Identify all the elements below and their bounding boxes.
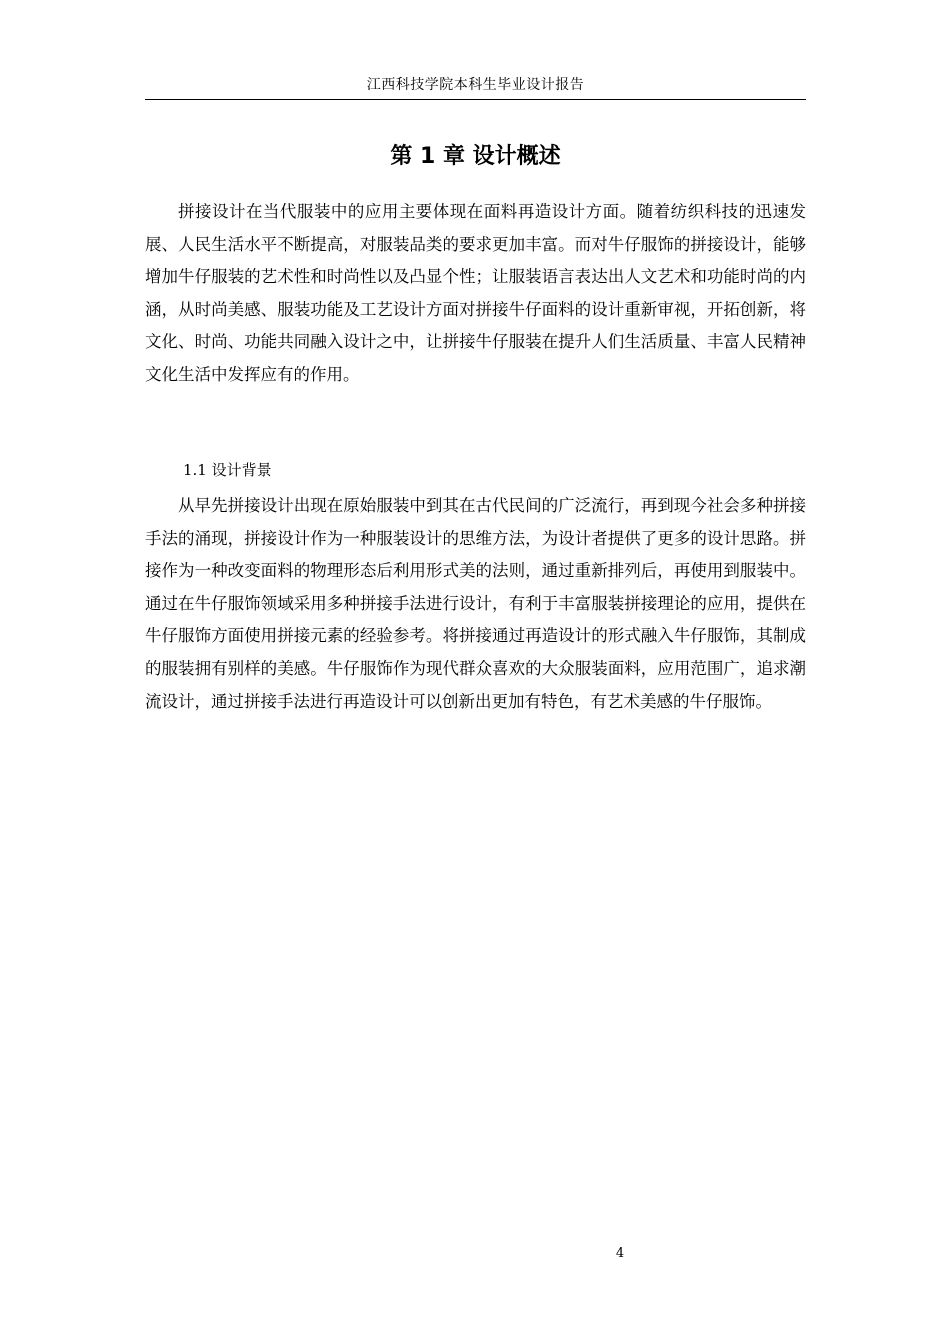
running-header: 江西科技学院本科生毕业设计报告	[366, 77, 585, 93]
page-number: 4	[615, 1246, 625, 1261]
section-heading: 1.1 设计背景	[183, 461, 272, 479]
header-rule	[145, 99, 806, 100]
body-paragraph-1: 拼接设计在当代服装中的应用主要体现在面料再造设计方面。随着纺织科技的迅速发展、人民生活水平不断提高，对服装品类的要求更加丰富。而对牛仔服饰的拼接设计，能够增加牛仔服装的艺术性和时尚性以及凸显个性；让服装语言表达出人文艺术和功能时尚的内涵，从时尚美感、服装功能及工艺设计方面对拼接牛仔面料的设计重新审视，开拓创新，将文化、时尚、功能共同融入设计之中，让拼接牛仔服装在提升人们生活质量、丰富人民精神文化生活中发挥应有的作用。	[145, 202, 806, 384]
chapter-title: 第 1 章 设计概述	[390, 144, 561, 169]
body-paragraph-2: 从早先拼接设计出现在原始服装中到其在古代民间的广泛流行，再到现今社会多种拼接手法的涌现，拼接设计作为一种服装设计的思维方法，为设计者提供了更多的设计思路。拼接作为一种改变面料的物理形态后利用形式美的法则，通过重新排列后，再使用到服装中。通过在牛仔服饰领域采用多种拼接手法进行设计，有利于丰富服装拼接理论的应用，提供在牛仔服饰方面使用拼接元素的经验参考。将拼接通过再造设计的形式融入牛仔服饰，其制成的服装拥有别样的美感。牛仔服饰作为现代群众喜欢的大众服装面料，应用范围广，追求潮流设计，通过拼接手法进行再造设计可以创新出更加有特色，有艺术美感的牛仔服饰。	[145, 496, 806, 711]
